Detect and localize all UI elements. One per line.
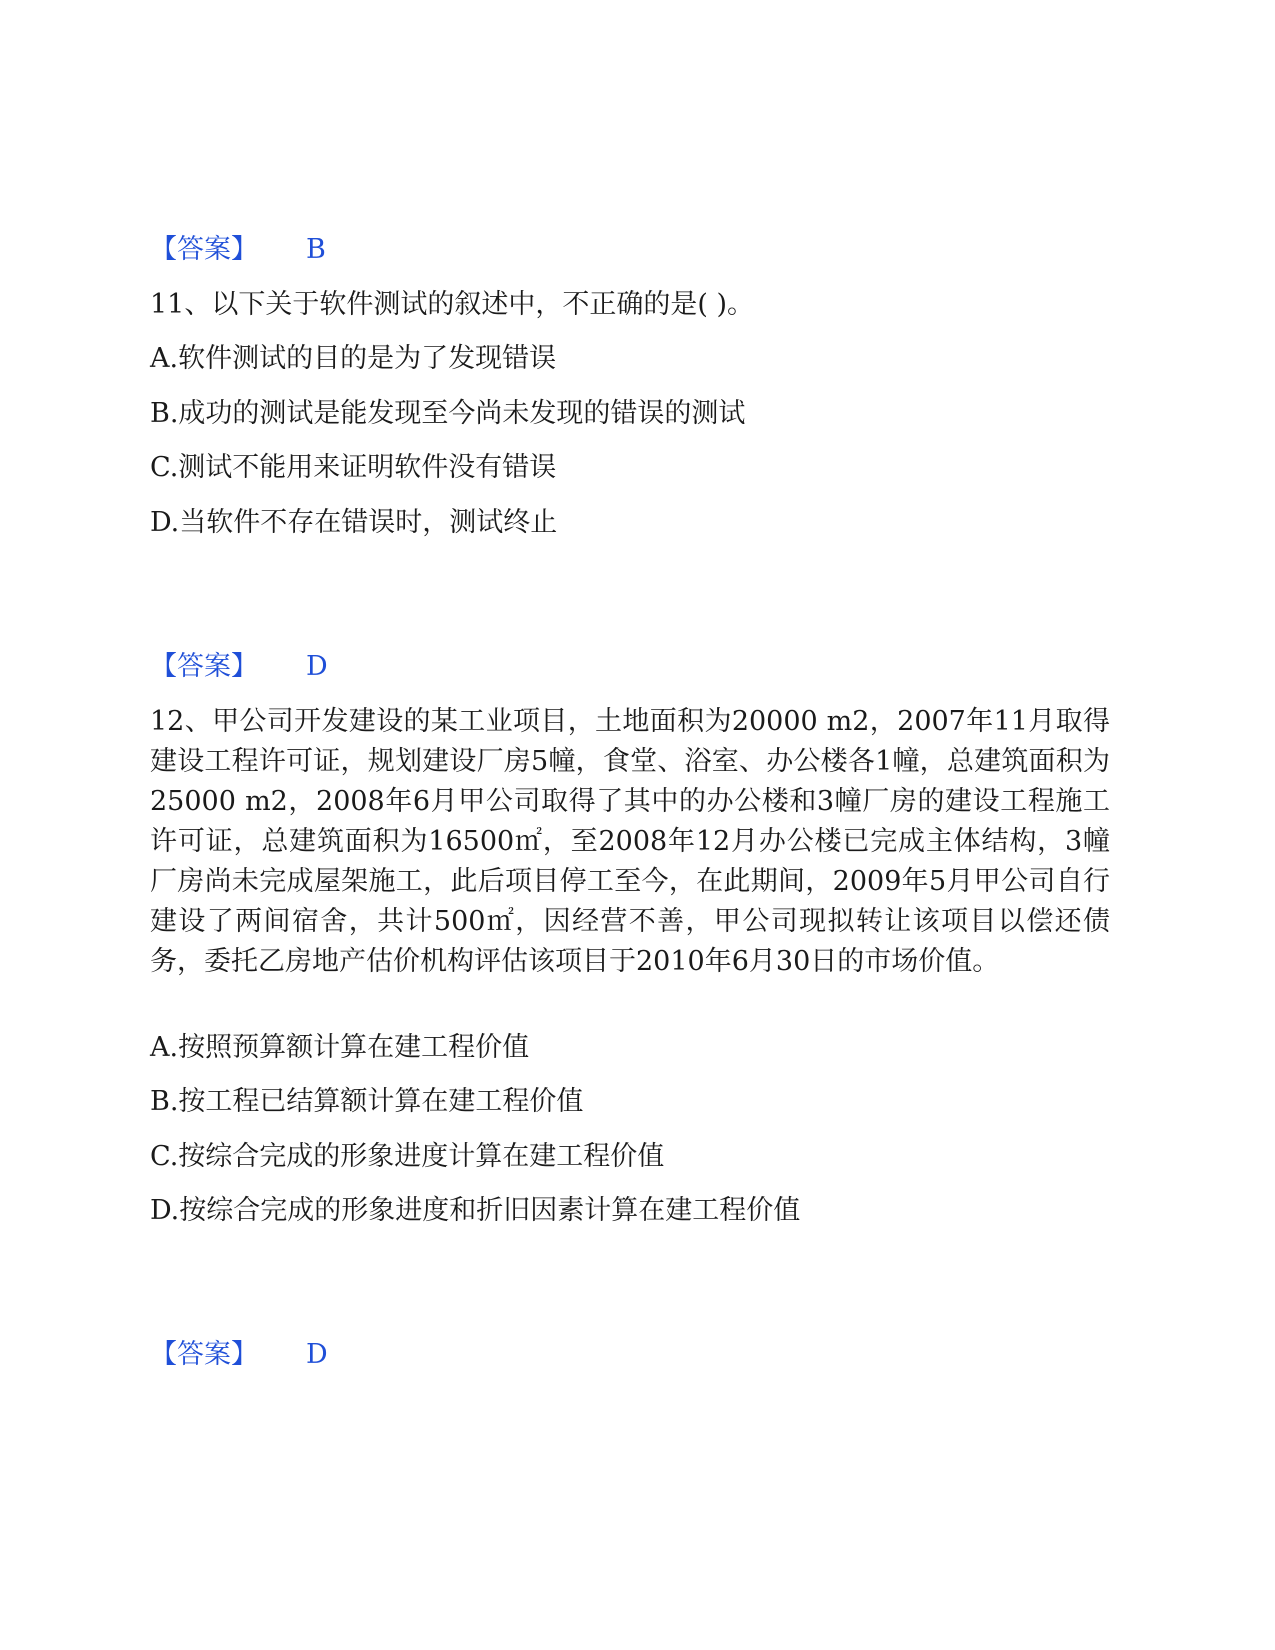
answer-line: [150, 650, 328, 684]
option-b: B.按工程已结算额计算在建工程价值: [150, 1086, 584, 1117]
answer-value: D: [306, 1339, 328, 1370]
option-a: A.软件测试的目的是为了发现错误: [150, 343, 557, 374]
question-stem: 11、以下关于软件测试的叙述中，不正确的是( )。: [150, 289, 755, 320]
answer-label: 【答案】: [150, 234, 258, 265]
answer-value: B: [306, 234, 326, 265]
answer-label: 【答案】: [150, 651, 258, 682]
option-a: A.按照预算额计算在建工程价值: [150, 1032, 530, 1063]
answer-line: [150, 1338, 328, 1372]
option-c: C.测试不能用来证明软件没有错误: [150, 452, 557, 483]
option-d: D.按综合完成的形象进度和折旧因素计算在建工程价值: [150, 1195, 801, 1226]
answer-label: 【答案】: [150, 1339, 258, 1370]
option-b: B.成功的测试是能发现至今尚未发现的错误的测试: [150, 398, 746, 429]
option-c: C.按综合完成的形象进度计算在建工程价值: [150, 1141, 665, 1172]
answer-value: D: [306, 651, 328, 682]
option-d: D.当软件不存在错误时，测试终止: [150, 507, 558, 538]
answer-line: [150, 233, 326, 267]
question-stem: 12、甲公司开发建设的某工业项目，土地面积为20000 m2，2007年11月取得建设工程许可证，规划建设厂房5幢，食堂、浴室、办公楼各1幢，总建筑面积为25000 m2，2008年6月甲公司取得了其中的办公楼和3幢厂房的建设工程施工许可证，总建筑面积为16500㎡，至2008年12月办公楼已完成主体结构，3幢厂房尚未完成屋架施工，此后项目停工至今，在此期间，2009年5月甲公司自行建设了两间宿舍，共计500㎡，因经营不善，甲公司现拟转让该项目以偿还债务，委托乙房地产估价机构评估该项目于2010年6月30日的市场价值。: [150, 706, 1110, 977]
